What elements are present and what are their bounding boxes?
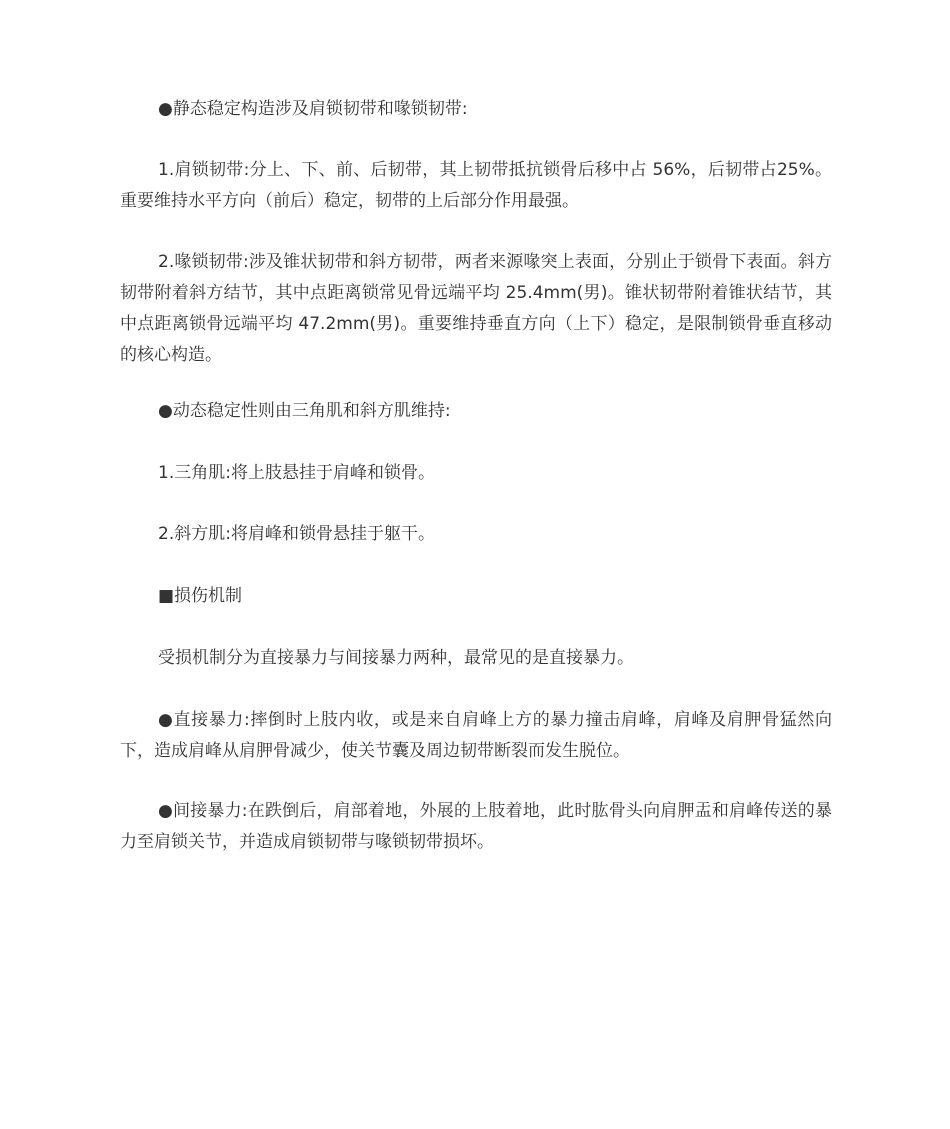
paragraph-deltoid: 1.三角肌:将上肢悬挂于肩峰和锁骨。 xyxy=(158,463,435,483)
paragraph-injury-overview: 受损机制分为直接暴力与间接暴力两种，最常见的是直接暴力。 xyxy=(158,648,634,668)
paragraph-indirect-violence: ●间接暴力:在跌倒后，肩部着地，外展的上肢着地，此时肱骨头向肩胛盂和肩峰传送的暴力至肩锁关节，并造成肩锁韧带与喙锁韧带损坏。 xyxy=(120,801,832,852)
paragraph-acromioclavicular-ligament: 1.肩锁韧带:分上、下、前、后韧带，其上韧带抵抗锁骨后移中占 56%，后韧带占25%。重要维持水平方向（前后）稳定，韧带的上后部分作用最强。 xyxy=(120,160,832,211)
section-heading-injury-mechanism: ■损伤机制 xyxy=(158,586,243,606)
paragraph-static-stability-heading: ●静态稳定构造涉及肩锁韧带和喙锁韧带: xyxy=(158,99,468,119)
paragraph-dynamic-stability-heading: ●动态稳定性则由三角肌和斜方肌维持: xyxy=(158,401,451,421)
document-page xyxy=(120,0,832,1129)
paragraph-direct-violence: ●直接暴力:摔倒时上肢内收，或是来自肩峰上方的暴力撞击肩峰，肩峰及肩胛骨猛然向下，造成肩峰从肩胛骨减少，使关节囊及周边韧带断裂而发生脱位。 xyxy=(120,710,832,761)
paragraph-trapezius: 2.斜方肌:将肩峰和锁骨悬挂于躯干。 xyxy=(158,524,435,544)
paragraph-coracoclavicular-ligament: 2.喙锁韧带:涉及锥状韧带和斜方韧带，两者来源喙突上表面，分别止于锁骨下表面。斜方韧带附着斜方结节，其中点距离锁常见骨远端平均 25.4mm(男)。锥状韧带附着锥状结节，其中点距离锁骨远端平均 47.2mm(男)。重要维持垂直方向（上下）稳定，是限制锁骨垂直移动的核心构造。 xyxy=(120,252,832,365)
